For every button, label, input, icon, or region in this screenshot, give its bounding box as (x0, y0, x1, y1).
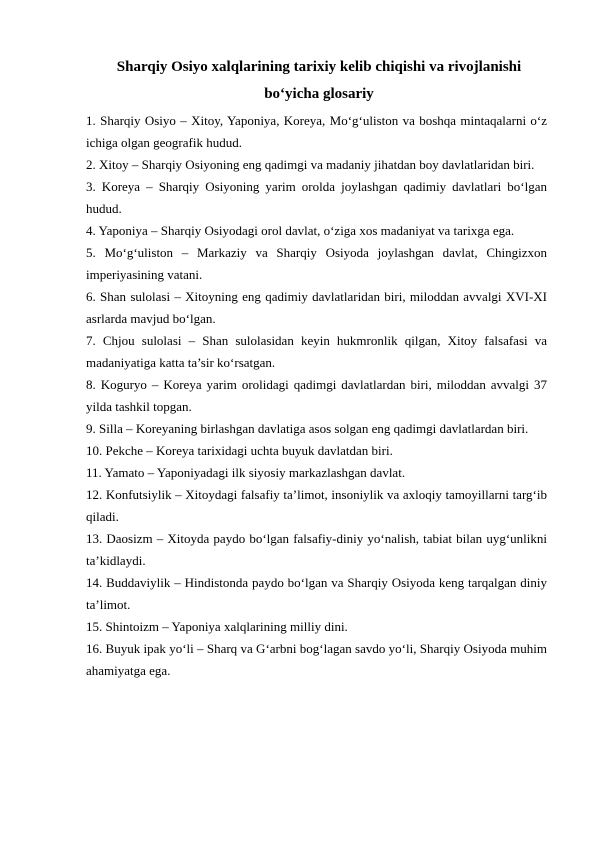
glossary-entry-7: 7. Chjou sulolasi – Shan sulolasidan keyin hukmronlik qilgan, Xitoy falsafasi va madaniyatiga katta ta’sir ko‘rsatgan. (86, 333, 547, 370)
glossary-entry-2: 2. Xitoy – Sharqiy Osiyoning eng qadimgi va madaniy jihatdan boy davlatlaridan biri. (86, 157, 535, 172)
glossary-entry-8: 8. Koguryo – Koreya yarim orolidagi qadimgi davlatlardan biri, miloddan avvalgi 37 yilda tashkil topgan. (86, 377, 547, 414)
glossary-entry-6: 6. Shan sulolasi – Xitoyning eng qadimiy davlatlaridan biri, miloddan avvalgi XVI-XI asrlarda mavjud bo‘lgan. (86, 289, 547, 326)
glossary-entry-11: 11. Yamato – Yaponiyadagi ilk siyosiy markazlashgan davlat. (86, 465, 406, 480)
glossary-entry-12: 12. Konfutsiylik – Xitoydagi falsafiy ta’limot, insoniylik va axloqiy tamoyillarni targ‘ib qiladi. (86, 487, 547, 524)
glossary-entry-16: 16. Buyuk ipak yo‘li – Sharq va G‘arbni bog‘lagan savdo yo‘li, Sharqiy Osiyoda muhim ahamiyatga ega. (86, 641, 547, 678)
glossary-entry-14: 14. Buddaviylik – Hindistonda paydo bo‘lgan va Sharqiy Osiyoda keng tarqalgan diniy ta’limot. (86, 575, 547, 612)
document-title-line-1: Sharqiy Osiyo xalqlarining tarixiy kelib chiqishi va rivojlanishi (116, 59, 522, 75)
glossary-entry-5: 5. Mo‘g‘uliston – Markaziy va Sharqiy Osiyoda joylashgan davlat, Chingizxon imperiyasining vatani. (86, 245, 547, 282)
glossary-entry-1: 1. Sharqiy Osiyo – Xitoy, Yaponiya, Koreya, Mo‘g‘uliston va boshqa mintaqalarni o‘z ichiga olgan geografik hudud. (86, 113, 547, 150)
glossary-entry-3: 3. Koreya – Sharqiy Osiyoning yarim orolda joylashgan qadimiy davlatlari bo‘lgan hudud. (86, 179, 547, 216)
glossary-entry-15: 15. Shintoizm – Yaponiya xalqlarining milliy dini. (86, 619, 348, 634)
glossary-entry-4: 4. Yaponiya – Sharqiy Osiyodagi orol davlat, o‘ziga xos madaniyat va tarixga ega. (86, 223, 515, 238)
document-title-line-2: bo‘yicha glosariy (264, 86, 374, 102)
glossary-entry-13: 13. Daosizm – Xitoyda paydo bo‘lgan falsafiy-diniy yo‘nalish, tabiat bilan uyg‘unlikni ta’kidlaydi. (86, 531, 547, 568)
glossary-entry-10: 10. Pekche – Koreya tarixidagi uchta buyuk davlatdan biri. (86, 443, 393, 458)
glossary-list (86, 110, 547, 682)
glossary-entry-9: 9. Silla – Koreyaning birlashgan davlatiga asos solgan eng qadimgi davlatlardan biri. (86, 421, 529, 436)
